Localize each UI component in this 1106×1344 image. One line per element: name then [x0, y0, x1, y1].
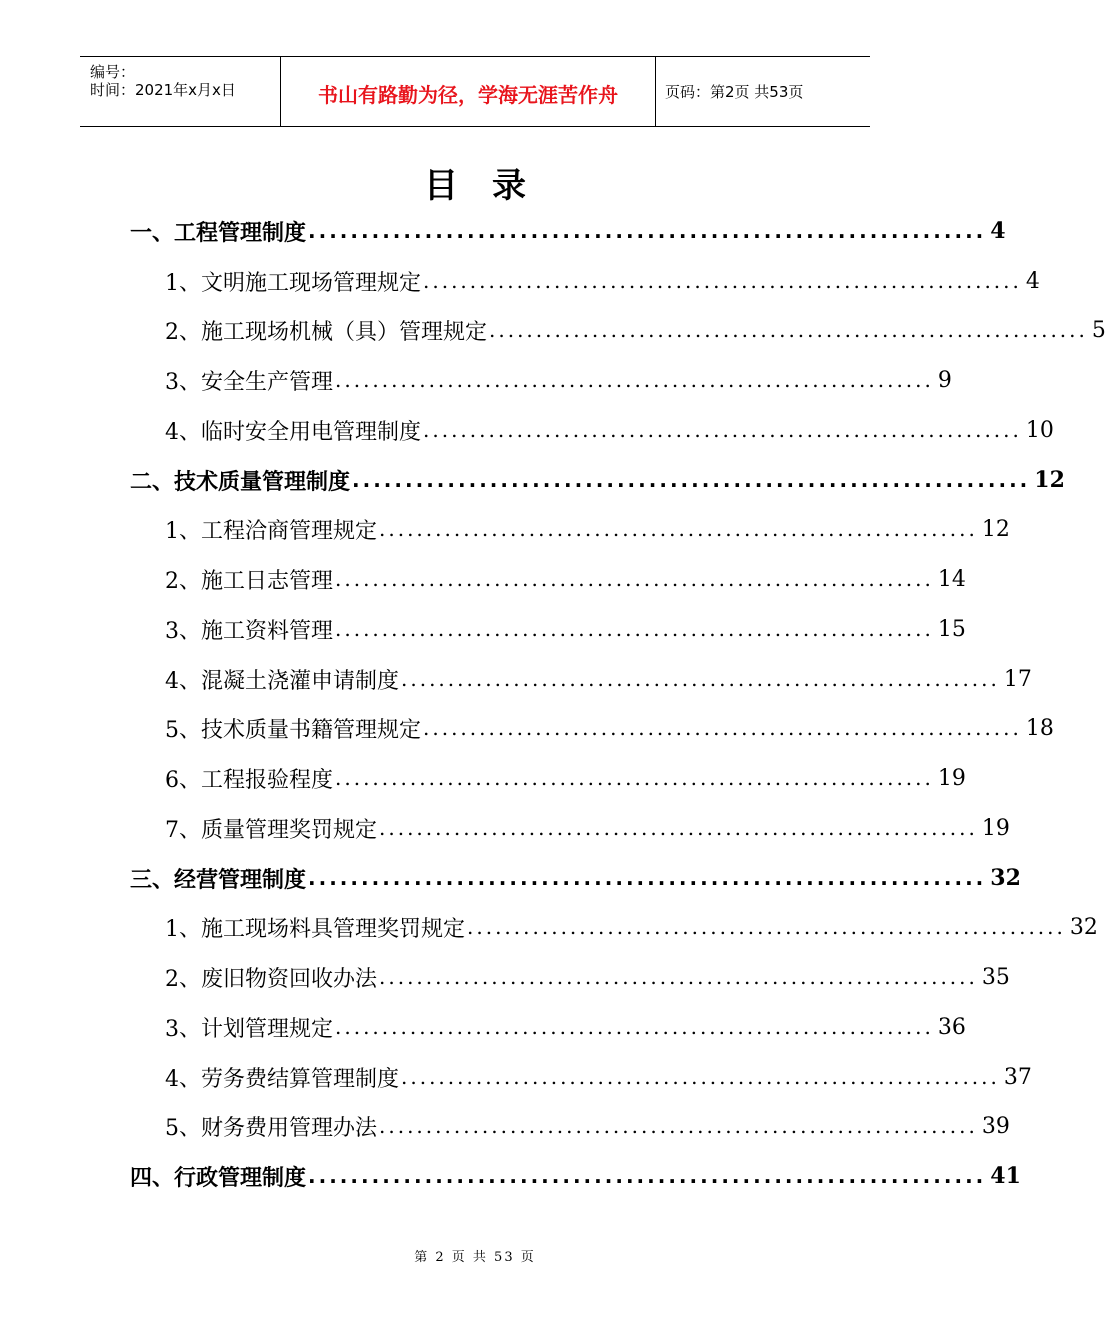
toc-entry-page: 18 — [1025, 715, 1054, 741]
toc-leader: ................................................................ — [335, 766, 934, 790]
toc-leader: ................................................................ — [308, 866, 987, 890]
toc-entry[interactable] — [165, 410, 1054, 450]
header-motto: 书山有路勤为径，学海无涯苦作舟 — [318, 83, 618, 107]
toc-entry-title: 1、工程洽商管理规定 — [165, 518, 377, 544]
toc-leader: ................................................................ — [352, 468, 1031, 492]
toc-entry-title: 3、安全生产管理 — [165, 369, 333, 395]
toc-entry-page: 12 — [1034, 467, 1065, 493]
toc-entry-title: 5、财务费用管理办法 — [165, 1115, 377, 1141]
toc-leader: ................................................................ — [467, 915, 1066, 939]
toc-entry-page: 36 — [937, 1014, 966, 1040]
toc-entry-page: 4 — [1025, 268, 1040, 294]
toc-entry[interactable] — [165, 708, 1054, 748]
toc-entry-title: 4、劳务费结算管理制度 — [165, 1066, 399, 1092]
toc-leader: ................................................................ — [379, 517, 978, 541]
toc-leader: ................................................................ — [401, 667, 1000, 691]
toc-entry-page: 39 — [981, 1113, 1010, 1139]
toc-entry[interactable] — [130, 211, 1006, 251]
toc-entry[interactable] — [165, 758, 966, 798]
toc-leader: ................................................................ — [335, 1015, 934, 1039]
toc-leader: ................................................................ — [335, 368, 934, 392]
toc-entry-title: 2、施工现场机械（具）管理规定 — [165, 319, 487, 345]
toc-entry-page: 41 — [990, 1163, 1021, 1189]
toc-entry[interactable] — [165, 1057, 1032, 1097]
toc-entry-page: 37 — [1003, 1064, 1032, 1090]
toc-leader: ................................................................ — [379, 816, 978, 840]
toc-entry-title: 2、施工日志管理 — [165, 568, 333, 594]
toc-entry[interactable] — [165, 261, 1040, 301]
toc-entry[interactable] — [165, 808, 1010, 848]
toc-entry[interactable] — [165, 1007, 966, 1047]
toc-leader: ................................................................ — [308, 1164, 987, 1188]
toc-entry-page: 19 — [981, 815, 1010, 841]
header-motto-cell — [280, 57, 656, 126]
toc-entry-page: 19 — [937, 765, 966, 791]
toc-leader: ................................................................ — [423, 269, 1022, 293]
toc-leader: ................................................................ — [401, 1065, 1000, 1089]
toc-entry-page: 10 — [1025, 417, 1054, 443]
toc-entry-title: 2、废旧物资回收办法 — [165, 966, 377, 992]
header-left-cell — [80, 57, 280, 126]
toc-entry-title: 3、计划管理规定 — [165, 1016, 333, 1042]
toc-entry-page: 14 — [937, 566, 966, 592]
toc-entry[interactable] — [165, 310, 1106, 350]
toc-leader: ................................................................ — [335, 617, 934, 641]
toc-entry[interactable] — [165, 559, 966, 599]
toc-entry[interactable] — [165, 360, 952, 400]
toc-entry-title: 二、技术质量管理制度 — [130, 469, 351, 495]
toc-entry[interactable] — [130, 460, 1065, 500]
toc-entry-title: 5、技术质量书籍管理规定 — [165, 717, 421, 743]
toc-leader: ................................................................ — [335, 567, 934, 591]
toc-entry-title: 3、施工资料管理 — [165, 618, 333, 644]
toc-entry-title: 7、质量管理奖罚规定 — [165, 817, 377, 843]
toc-leader: ................................................................ — [423, 716, 1022, 740]
toc-entry-title: 6、工程报验程度 — [165, 767, 333, 793]
toc-entry[interactable] — [165, 1106, 1010, 1146]
toc-entry[interactable] — [130, 1156, 1021, 1196]
toc-entry[interactable] — [165, 509, 1010, 549]
toc-entry-title: 4、临时安全用电管理制度 — [165, 419, 421, 445]
toc-entry-page: 4 — [990, 218, 1006, 244]
toc-entry-title: 三、经营管理制度 — [130, 867, 307, 893]
toc-entry-title: 4、混凝土浇灌申请制度 — [165, 668, 399, 694]
toc-leader: ................................................................ — [379, 965, 978, 989]
toc-entry-title: 1、文明施工现场管理规定 — [165, 270, 421, 296]
toc-entry-page: 15 — [937, 616, 966, 642]
toc-entry-title: 四、行政管理制度 — [130, 1165, 307, 1191]
header-page-info: 页码：第2页 共53页 — [665, 83, 804, 101]
toc-entry-page: 35 — [981, 964, 1010, 990]
toc-entry[interactable] — [165, 907, 1098, 947]
toc-entry[interactable] — [130, 858, 1021, 898]
toc-entry[interactable] — [165, 609, 966, 649]
toc-entry-title: 一、工程管理制度 — [130, 220, 307, 246]
toc-entry[interactable] — [165, 957, 1010, 997]
toc-entry-title: 1、施工现场料具管理奖罚规定 — [165, 916, 465, 942]
page-header — [80, 56, 870, 127]
toc-leader: ................................................................ — [308, 219, 987, 243]
toc-leader: ................................................................ — [489, 318, 1088, 342]
document-number-label: 编号： — [90, 63, 136, 81]
toc-entry[interactable] — [165, 659, 1032, 699]
document-time-label: 时间：2021年x月x日 — [90, 81, 236, 99]
toc-leader: ................................................................ — [423, 418, 1022, 442]
toc-title: 目录 — [424, 166, 560, 206]
toc-leader: ................................................................ — [379, 1114, 978, 1138]
header-page-cell — [655, 57, 870, 126]
toc-entry-page: 5 — [1091, 317, 1106, 343]
toc-entry-page: 9 — [937, 367, 952, 393]
toc-entry-page: 17 — [1003, 666, 1032, 692]
page-footer: 第 2 页 共 53 页 — [414, 1250, 536, 1265]
toc-entry-page: 12 — [981, 516, 1010, 542]
toc-entry-page: 32 — [1069, 914, 1098, 940]
toc-entry-page: 32 — [990, 865, 1021, 891]
